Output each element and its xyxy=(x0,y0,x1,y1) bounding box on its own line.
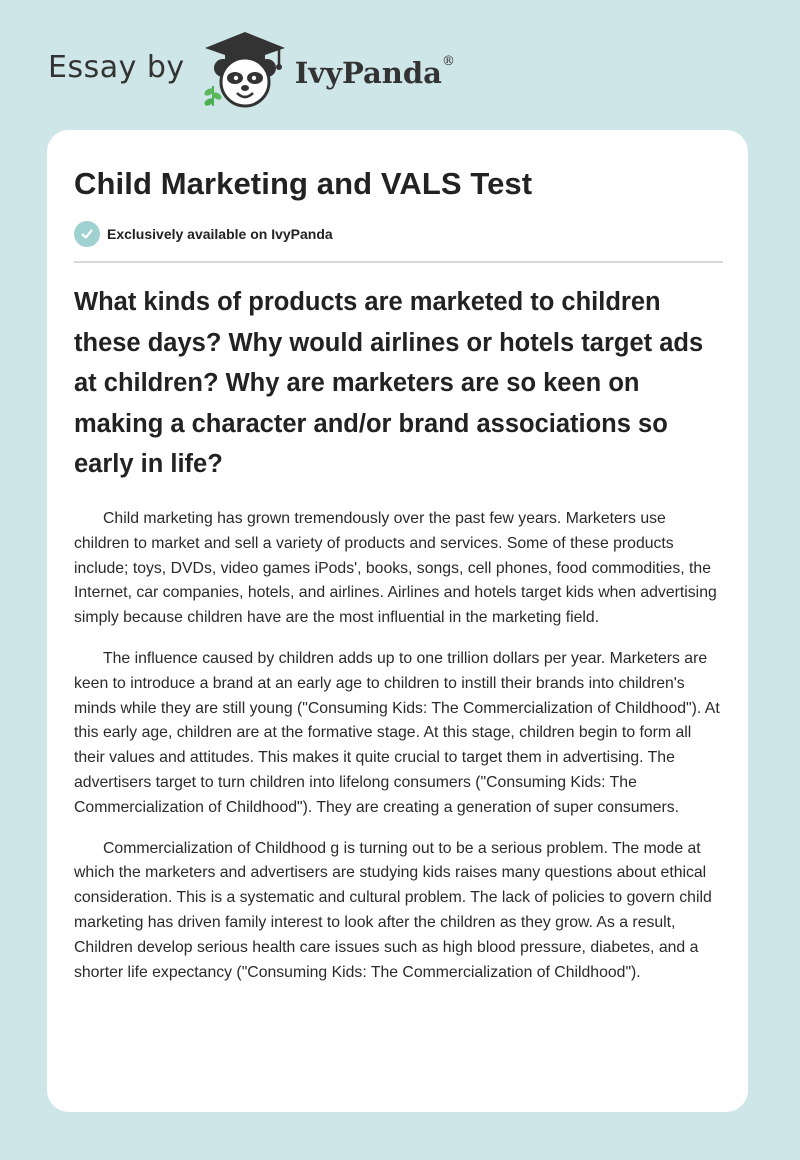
essay-question-heading: What kinds of products are marketed to children these days? Why would airlines or hotels target ads at children? Why are marketers are so keen on making a character and/or brand associations so early in life? xyxy=(74,288,704,478)
brand-prefix: Essay by xyxy=(48,49,185,85)
brand-name: IvyPanda® xyxy=(294,54,455,90)
brand-logo[interactable] xyxy=(48,30,455,110)
panda-graduate-logo-icon xyxy=(199,30,291,110)
exclusive-label: Exclusively available on IvyPanda xyxy=(107,226,333,242)
essay-card xyxy=(47,130,748,1112)
essay-paragraph: The influence caused by children adds up to one trillion dollars per year. Marketers are keen to introduce a brand at an early age to children to instill their brands into children's minds while they are still young ("Consuming Kids: The Commercialization of Childhood"). At this early age, children are at the formative stage. At this stage, children begin to form all their values and attitudes. This makes it quite crucial to target them in advertising. The advertisers target to turn children into lifelong consumers ("Consuming Kids: The Commercialization of Childhood"). They are creating a generation of super consumers. xyxy=(74,649,720,816)
registered-mark: ® xyxy=(441,54,455,69)
divider xyxy=(74,261,723,263)
exclusive-badge xyxy=(74,221,333,247)
page-title: Child Marketing and VALS Test xyxy=(74,166,533,201)
essay-paragraph: Commercialization of Childhood g is turning out to be a serious problem. The mode at which the marketers and advertisers are studying kids raises many questions about ethical consideration. This is a systematic and cultural problem. The lack of policies to govern child marketing has driven family interest to look after the children as they grow. As a result, Children develop serious health care issues such as high blood pressure, diabetes, and a shorter life expectancy ("Consuming Kids: The Commercialization of Childhood"). xyxy=(74,839,712,981)
essay-paragraph: Child marketing has grown tremendously over the past few years. Marketers use children to market and sell a variety of products and services. Some of these products include; toys, DVDs, video games iPods', books, songs, cell phones, food commodities, the Internet, car companies, hotels, and airlines. Airlines and hotels target kids when advertising simply because children have are the most influential in the marketing field. xyxy=(74,510,717,627)
essay-body xyxy=(74,507,722,1001)
check-icon xyxy=(74,221,100,247)
